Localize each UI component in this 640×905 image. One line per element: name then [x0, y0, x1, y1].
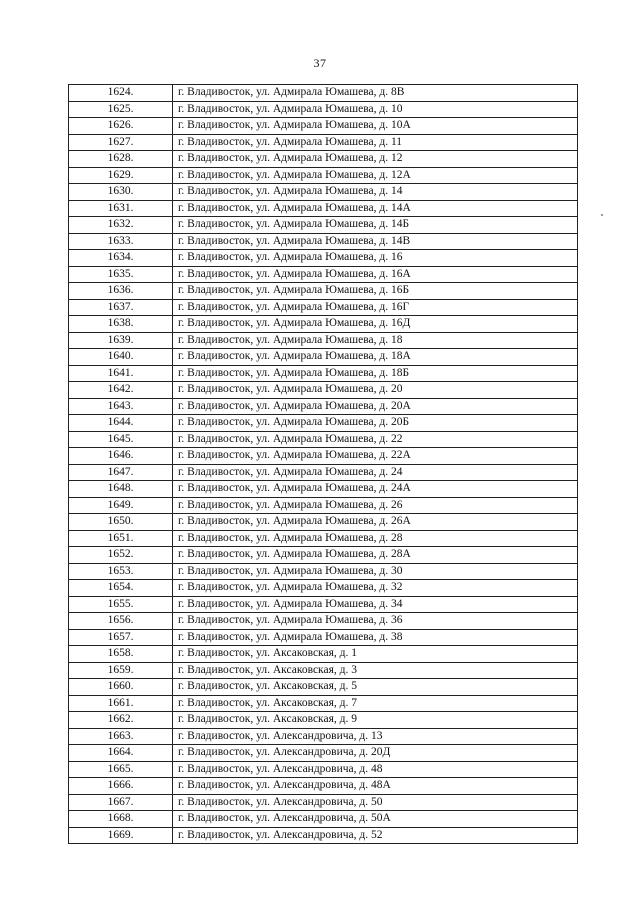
table-row — [69, 250, 578, 267]
address-cell: г. Владивосток, ул. Адмирала Юмашева, д. 20Б — [173, 415, 578, 432]
address-cell: г. Владивосток, ул. Адмирала Юмашева, д. 12А — [173, 167, 578, 184]
table-row — [69, 580, 578, 597]
address-cell: г. Владивосток, ул. Адмирала Юмашева, д. 14Б — [173, 217, 578, 234]
address-cell: г. Владивосток, ул. Александровича, д. 13 — [173, 728, 578, 745]
row-number-cell: 1664. — [69, 745, 173, 762]
address-cell: г. Владивосток, ул. Адмирала Юмашева, д. 38 — [173, 629, 578, 646]
row-number-cell: 1654. — [69, 580, 173, 597]
row-number-cell: 1642. — [69, 382, 173, 399]
table-row — [69, 118, 578, 135]
address-cell: г. Владивосток, ул. Адмирала Юмашева, д. 22А — [173, 448, 578, 465]
row-number-cell: 1625. — [69, 101, 173, 118]
table-row — [69, 365, 578, 382]
table-row — [69, 266, 578, 283]
row-number-cell: 1650. — [69, 514, 173, 531]
address-cell: г. Владивосток, ул. Александровича, д. 20Д — [173, 745, 578, 762]
table-row — [69, 415, 578, 432]
table-row — [69, 85, 578, 102]
table-row — [69, 613, 578, 630]
row-number-cell: 1659. — [69, 662, 173, 679]
row-number-cell: 1632. — [69, 217, 173, 234]
row-number-cell: 1626. — [69, 118, 173, 135]
table-row — [69, 151, 578, 168]
row-number-cell: 1667. — [69, 794, 173, 811]
table-row — [69, 712, 578, 729]
row-number-cell: 1655. — [69, 596, 173, 613]
address-cell: г. Владивосток, ул. Александровича, д. 50А — [173, 811, 578, 828]
table-row — [69, 662, 578, 679]
table-row — [69, 778, 578, 795]
address-cell: г. Владивосток, ул. Адмирала Юмашева, д. 22 — [173, 431, 578, 448]
table-row — [69, 695, 578, 712]
table-row — [69, 382, 578, 399]
address-cell: г. Владивосток, ул. Аксаковская, д. 9 — [173, 712, 578, 729]
address-cell: г. Владивосток, ул. Адмирала Юмашева, д. 26А — [173, 514, 578, 531]
row-number-cell: 1629. — [69, 167, 173, 184]
address-cell: г. Владивосток, ул. Адмирала Юмашева, д. 28 — [173, 530, 578, 547]
table-row — [69, 563, 578, 580]
row-number-cell: 1646. — [69, 448, 173, 465]
table-row — [69, 299, 578, 316]
row-number-cell: 1666. — [69, 778, 173, 795]
table-row — [69, 398, 578, 415]
address-cell: г. Владивосток, ул. Аксаковская, д. 3 — [173, 662, 578, 679]
address-cell: г. Владивосток, ул. Адмирала Юмашева, д. 30 — [173, 563, 578, 580]
table-row — [69, 514, 578, 531]
table-row — [69, 629, 578, 646]
address-cell: г. Владивосток, ул. Адмирала Юмашева, д. 10А — [173, 118, 578, 135]
row-number-cell: 1631. — [69, 200, 173, 217]
address-cell: г. Владивосток, ул. Адмирала Юмашева, д. 16 — [173, 250, 578, 267]
row-number-cell: 1643. — [69, 398, 173, 415]
address-cell: г. Владивосток, ул. Адмирала Юмашева, д. 18А — [173, 349, 578, 366]
address-cell: г. Владивосток, ул. Адмирала Юмашева, д. 36 — [173, 613, 578, 630]
row-number-cell: 1641. — [69, 365, 173, 382]
row-number-cell: 1660. — [69, 679, 173, 696]
table-row — [69, 596, 578, 613]
table-row — [69, 481, 578, 498]
address-cell: г. Владивосток, ул. Адмирала Юмашева, д. 14А — [173, 200, 578, 217]
row-number-cell: 1640. — [69, 349, 173, 366]
table-row — [69, 827, 578, 844]
row-number-cell: 1645. — [69, 431, 173, 448]
table-row — [69, 679, 578, 696]
row-number-cell: 1653. — [69, 563, 173, 580]
table-row — [69, 184, 578, 201]
row-number-cell: 1638. — [69, 316, 173, 333]
page-number: 37 — [313, 56, 327, 70]
table-row — [69, 761, 578, 778]
row-number-cell: 1635. — [69, 266, 173, 283]
address-table-container — [68, 84, 578, 844]
address-cell: г. Владивосток, ул. Адмирала Юмашева, д. 10 — [173, 101, 578, 118]
table-row — [69, 349, 578, 366]
address-cell: г. Владивосток, ул. Адмирала Юмашева, д. 20А — [173, 398, 578, 415]
address-cell: г. Владивосток, ул. Адмирала Юмашева, д. 11 — [173, 134, 578, 151]
address-cell: г. Владивосток, ул. Александровича, д. 52 — [173, 827, 578, 844]
row-number-cell: 1669. — [69, 827, 173, 844]
address-cell: г. Владивосток, ул. Аксаковская, д. 1 — [173, 646, 578, 663]
row-number-cell: 1633. — [69, 233, 173, 250]
address-cell: г. Владивосток, ул. Адмирала Юмашева, д. 24 — [173, 464, 578, 481]
address-cell: г. Владивосток, ул. Адмирала Юмашева, д. 18Б — [173, 365, 578, 382]
address-cell: г. Владивосток, ул. Адмирала Юмашева, д. 14В — [173, 233, 578, 250]
table-row — [69, 646, 578, 663]
table-row — [69, 464, 578, 481]
margin-speck — [601, 214, 603, 216]
table-row — [69, 167, 578, 184]
address-cell: г. Владивосток, ул. Адмирала Юмашева, д. 16Г — [173, 299, 578, 316]
address-cell: г. Владивосток, ул. Адмирала Юмашева, д. 26 — [173, 497, 578, 514]
address-cell: г. Владивосток, ул. Александровича, д. 48 — [173, 761, 578, 778]
table-row — [69, 233, 578, 250]
address-cell: г. Владивосток, ул. Адмирала Юмашева, д. 18 — [173, 332, 578, 349]
table-row — [69, 728, 578, 745]
address-cell: г. Владивосток, ул. Адмирала Юмашева, д. 16А — [173, 266, 578, 283]
table-row — [69, 283, 578, 300]
row-number-cell: 1624. — [69, 85, 173, 102]
row-number-cell: 1639. — [69, 332, 173, 349]
table-row — [69, 547, 578, 564]
row-number-cell: 1627. — [69, 134, 173, 151]
address-cell: г. Владивосток, ул. Адмирала Юмашева, д. 28А — [173, 547, 578, 564]
table-row — [69, 332, 578, 349]
row-number-cell: 1665. — [69, 761, 173, 778]
table-row — [69, 101, 578, 118]
address-cell: г. Владивосток, ул. Адмирала Юмашева, д. 8В — [173, 85, 578, 102]
address-cell: г. Владивосток, ул. Александровича, д. 48А — [173, 778, 578, 795]
row-number-cell: 1636. — [69, 283, 173, 300]
address-cell: г. Владивосток, ул. Адмирала Юмашева, д. 16Д — [173, 316, 578, 333]
table-row — [69, 134, 578, 151]
row-number-cell: 1634. — [69, 250, 173, 267]
table-row — [69, 794, 578, 811]
table-row — [69, 200, 578, 217]
address-cell: г. Владивосток, ул. Адмирала Юмашева, д. 12 — [173, 151, 578, 168]
row-number-cell: 1668. — [69, 811, 173, 828]
row-number-cell: 1661. — [69, 695, 173, 712]
address-cell: г. Владивосток, ул. Адмирала Юмашева, д. 20 — [173, 382, 578, 399]
address-cell: г. Владивосток, ул. Адмирала Юмашева, д. 32 — [173, 580, 578, 597]
row-number-cell: 1651. — [69, 530, 173, 547]
table-row — [69, 448, 578, 465]
row-number-cell: 1658. — [69, 646, 173, 663]
row-number-cell: 1649. — [69, 497, 173, 514]
address-cell: г. Владивосток, ул. Адмирала Юмашева, д. 16Б — [173, 283, 578, 300]
row-number-cell: 1657. — [69, 629, 173, 646]
address-cell: г. Владивосток, ул. Адмирала Юмашева, д. 24А — [173, 481, 578, 498]
table-row — [69, 811, 578, 828]
address-cell: г. Владивосток, ул. Адмирала Юмашева, д. 34 — [173, 596, 578, 613]
row-number-cell: 1630. — [69, 184, 173, 201]
table-row — [69, 431, 578, 448]
row-number-cell: 1644. — [69, 415, 173, 432]
address-cell: г. Владивосток, ул. Аксаковская, д. 7 — [173, 695, 578, 712]
row-number-cell: 1637. — [69, 299, 173, 316]
row-number-cell: 1648. — [69, 481, 173, 498]
address-cell: г. Владивосток, ул. Адмирала Юмашева, д. 14 — [173, 184, 578, 201]
table-row — [69, 497, 578, 514]
row-number-cell: 1652. — [69, 547, 173, 564]
row-number-cell: 1628. — [69, 151, 173, 168]
address-cell: г. Владивосток, ул. Александровича, д. 50 — [173, 794, 578, 811]
row-number-cell: 1656. — [69, 613, 173, 630]
row-number-cell: 1662. — [69, 712, 173, 729]
table-row — [69, 217, 578, 234]
row-number-cell: 1663. — [69, 728, 173, 745]
table-row — [69, 316, 578, 333]
table-row — [69, 530, 578, 547]
row-number-cell: 1647. — [69, 464, 173, 481]
address-table — [68, 84, 578, 844]
address-table-body — [69, 85, 578, 844]
address-cell: г. Владивосток, ул. Аксаковская, д. 5 — [173, 679, 578, 696]
table-row — [69, 745, 578, 762]
